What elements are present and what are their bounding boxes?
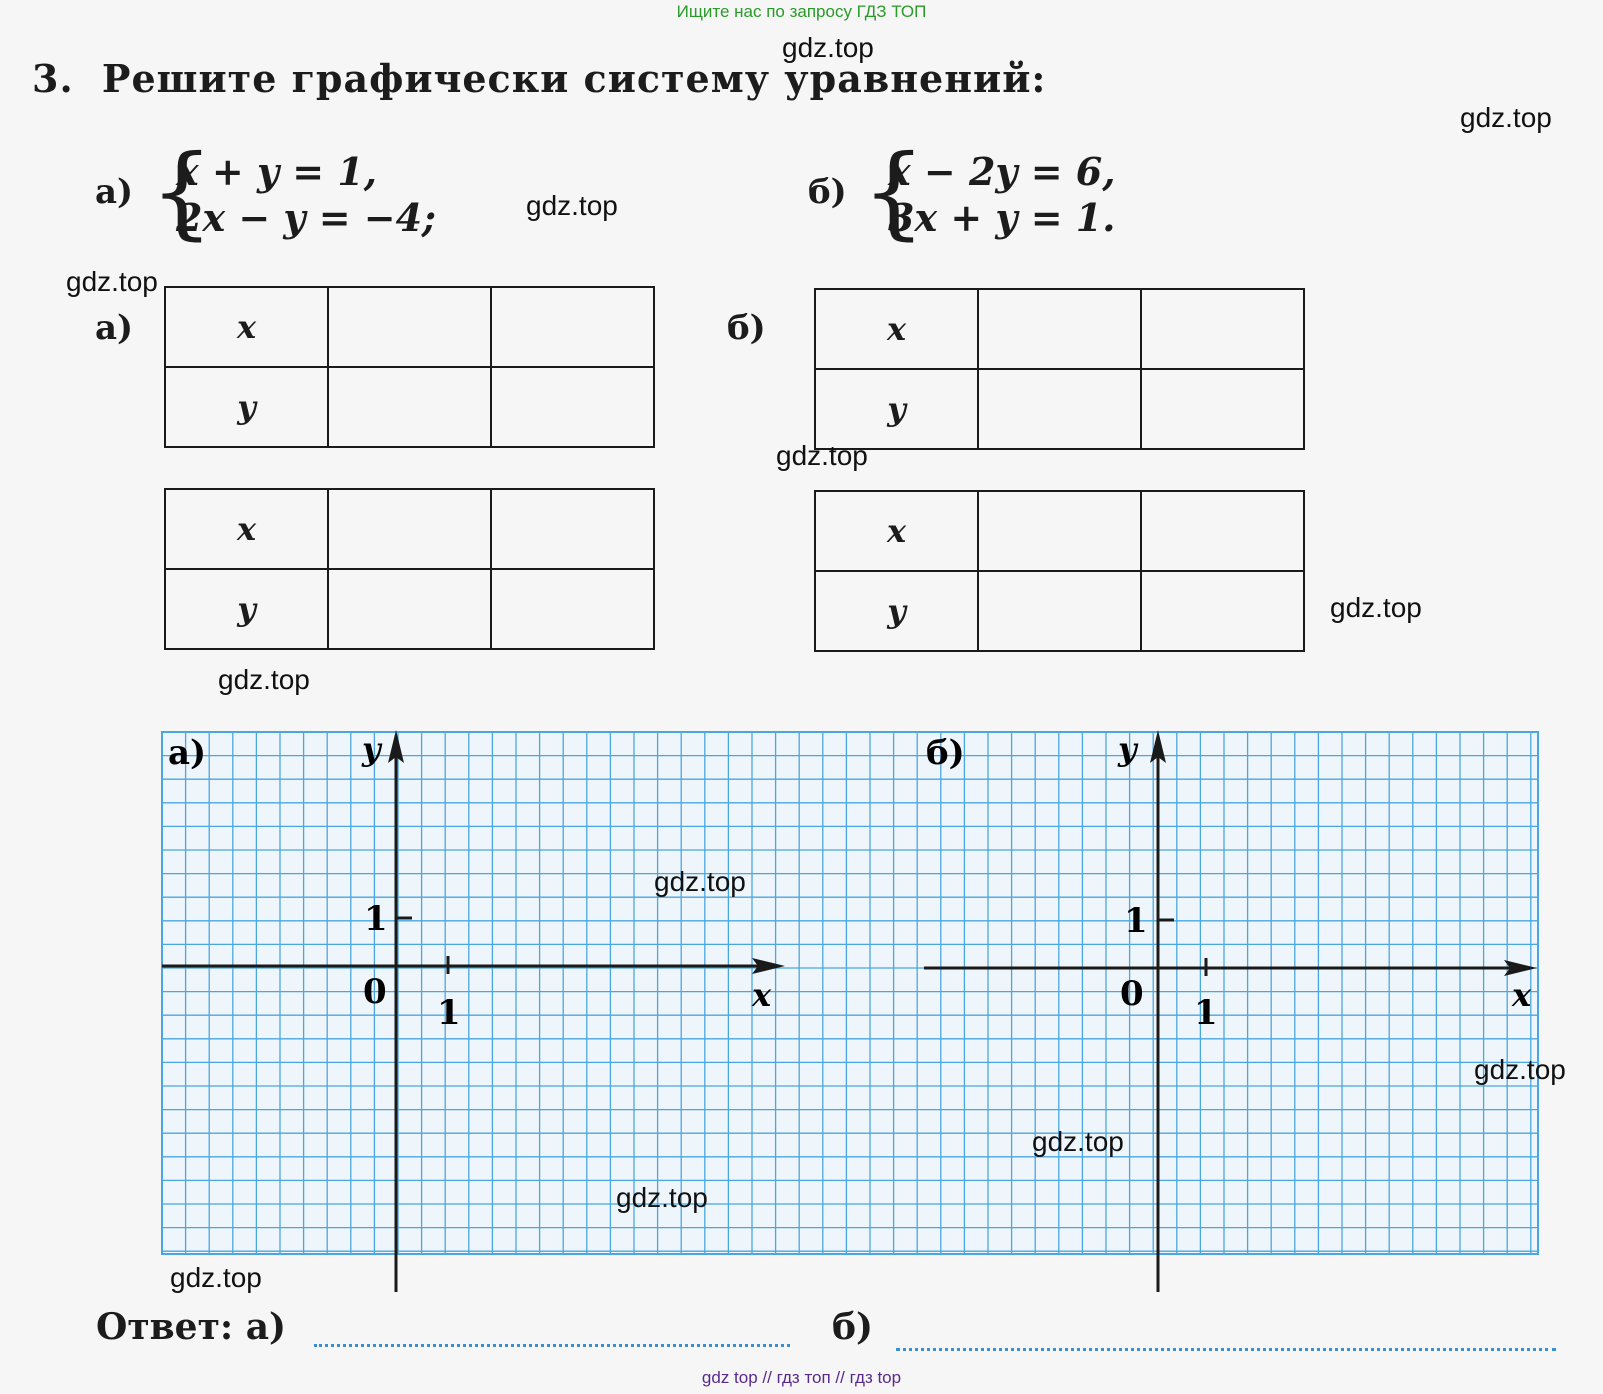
- answer-b-line[interactable]: [896, 1348, 1556, 1351]
- tables-b-label: б): [727, 308, 766, 348]
- task-text: Решите графически систему уравнений:: [101, 56, 1047, 101]
- y-label-a: y: [362, 730, 381, 768]
- watermark: gdz.top: [782, 32, 874, 63]
- tables-a-label: а): [95, 308, 134, 348]
- row-x-label: x: [165, 489, 328, 569]
- row-x-label: x: [165, 287, 328, 367]
- origin-b: 0: [1120, 974, 1144, 1014]
- row-x-label: x: [815, 491, 978, 571]
- watermark: gdz.top: [616, 1182, 708, 1213]
- x-label-b: x: [1512, 976, 1532, 1014]
- system-a-label: а): [95, 172, 134, 212]
- system-b-label: б): [808, 172, 847, 212]
- watermark: gdz.top: [1460, 102, 1552, 133]
- row-y-label: y: [815, 369, 978, 449]
- system-a-brace: {: [150, 133, 214, 250]
- task-number: 3.: [32, 56, 74, 101]
- system-b-brace: {: [862, 133, 926, 250]
- x-unit-a: 1: [437, 993, 461, 1033]
- watermark: gdz.top: [170, 1262, 262, 1293]
- system-b-eq1: x − 2y = 6,: [888, 149, 1116, 194]
- system-a-eq1: x + y = 1,: [176, 149, 378, 194]
- row-x-label: x: [815, 289, 978, 369]
- watermark: gdz.top: [776, 440, 868, 471]
- watermark: gdz.top: [1474, 1054, 1566, 1085]
- watermark: gdz.top: [526, 190, 618, 221]
- y-unit-a: 1: [364, 899, 388, 939]
- origin-a: 0: [363, 972, 387, 1012]
- answer-b-label: б): [832, 1306, 874, 1348]
- row-y-label: y: [165, 569, 328, 649]
- grid-a-label: а): [168, 733, 207, 773]
- y-label-b: y: [1118, 730, 1137, 768]
- watermark: gdz.top: [1032, 1126, 1124, 1157]
- answer-a-line[interactable]: [314, 1344, 790, 1347]
- watermark: gdz.top: [1330, 592, 1422, 623]
- x-unit-b: 1: [1194, 993, 1218, 1033]
- system-b-eq2: 3x + y = 1.: [888, 195, 1116, 240]
- footer-note: gdz top // гдз топ // гдз top: [701, 1368, 902, 1387]
- answer-label: Ответ: а): [96, 1306, 287, 1348]
- row-y-label: y: [165, 367, 328, 447]
- y-unit-b: 1: [1124, 901, 1148, 941]
- x-label-a: x: [752, 976, 772, 1014]
- grid-b-label: б): [926, 733, 965, 773]
- watermark: gdz.top: [66, 266, 158, 297]
- row-y-label: y: [815, 571, 978, 651]
- watermark: gdz.top: [654, 866, 746, 897]
- system-a-eq2: 2x − y = −4;: [176, 195, 437, 240]
- top-note: Ищите нас по запросу ГДЗ ТОП: [676, 2, 927, 21]
- watermark: gdz.top: [218, 664, 310, 695]
